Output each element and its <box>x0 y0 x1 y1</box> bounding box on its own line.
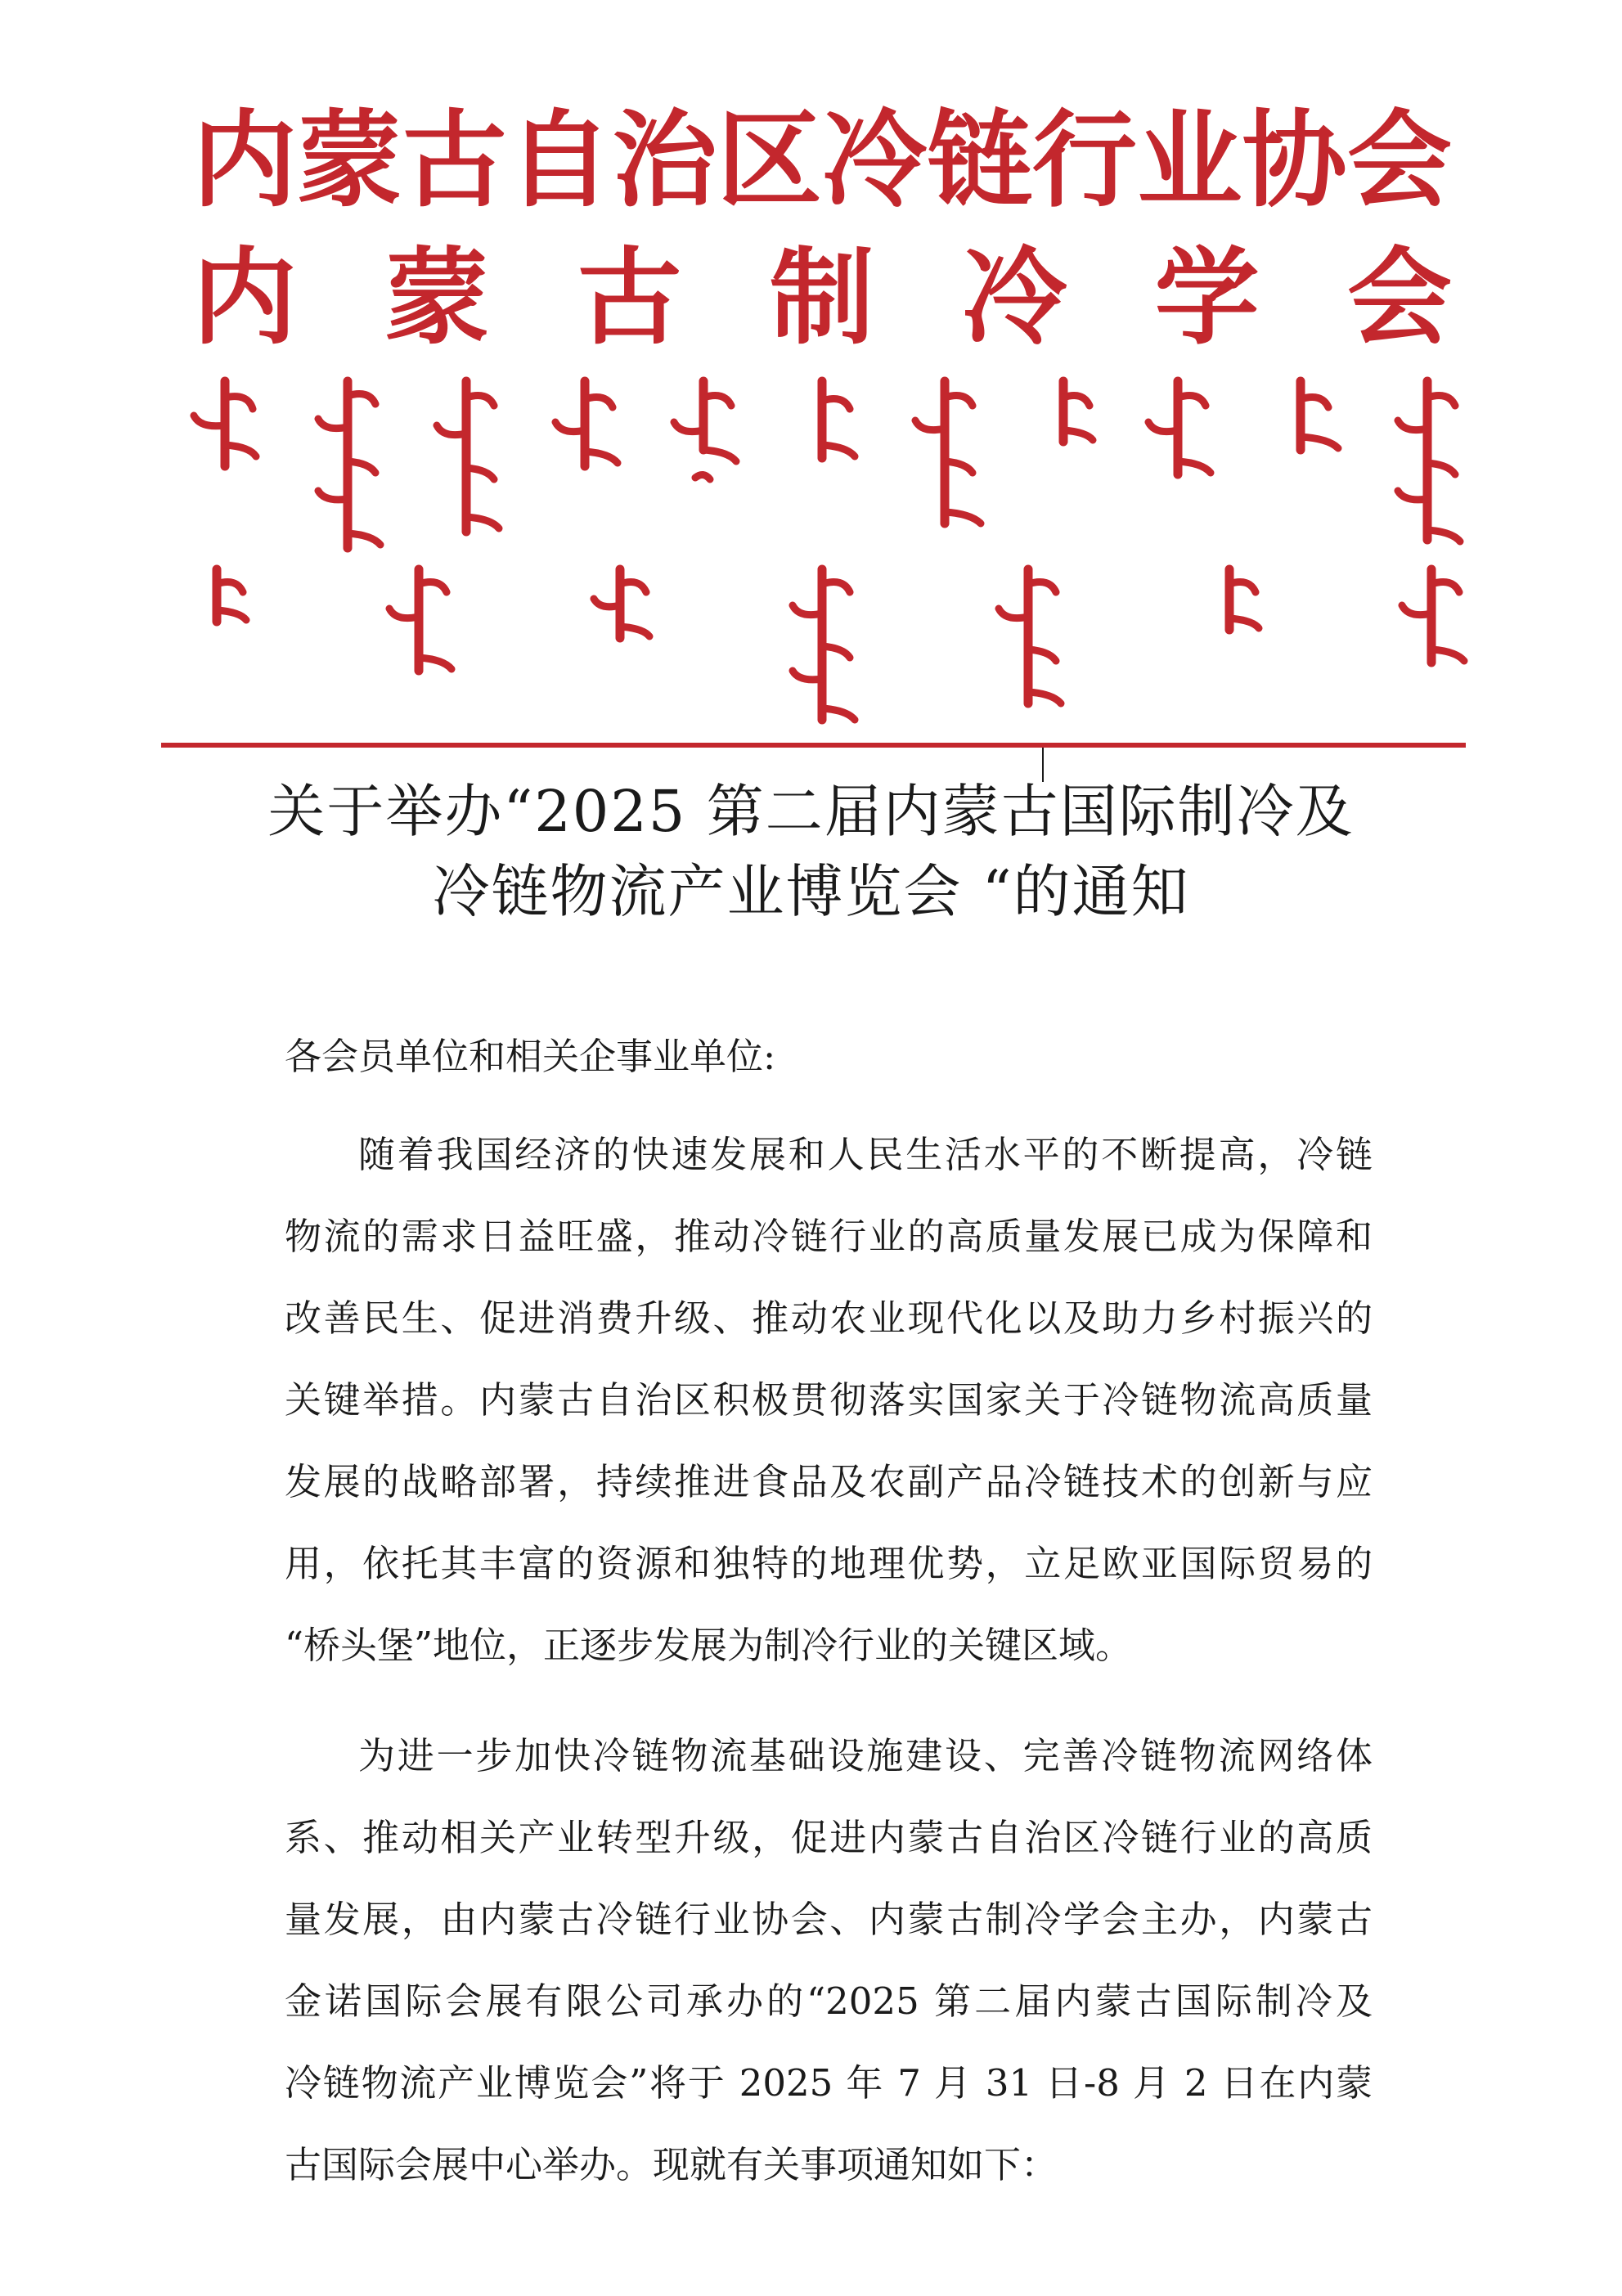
paragraph-line: 物流的需求日益旺盛，推动冷链行业的高质量发展已成为保障和 <box>285 1215 1373 1258</box>
mongolian-word <box>987 564 1069 712</box>
paragraph-line: 系、推动相关产业转型升级，促进内蒙古自治区冷链行业的高质 <box>285 1816 1373 1859</box>
mongolian-word <box>1137 376 1219 483</box>
masthead-char: 蒙 <box>384 237 490 359</box>
mongolian-word <box>1391 564 1472 671</box>
masthead-char: 蒙 <box>297 100 402 222</box>
masthead-char: 会 <box>1346 237 1452 359</box>
mongolian-word <box>583 564 657 646</box>
mongolian-masthead-row-1 <box>180 376 1472 556</box>
mongolian-word <box>1027 376 1100 450</box>
masthead-char: 链 <box>927 100 1032 222</box>
mongolian-word <box>663 376 744 491</box>
masthead-char: 区 <box>717 100 822 222</box>
masthead-char: 业 <box>1137 100 1242 222</box>
mongolian-word <box>1193 564 1266 638</box>
masthead-char: 协 <box>1242 100 1347 222</box>
masthead-char: 学 <box>1154 237 1260 359</box>
paragraph-line: 为进一步加快冷链物流基础设施建设、完善冷链物流网络体 <box>358 1734 1373 1777</box>
paragraph-line: 关键举措。内蒙古自治区积极贯彻落实国家关于冷链物流高质量 <box>285 1378 1373 1422</box>
salutation: 各会员单位和相关企事业单位: <box>285 1035 776 1078</box>
masthead-char: 古 <box>402 100 507 222</box>
masthead-title-1 <box>192 100 1452 222</box>
mongolian-word <box>781 376 863 466</box>
mongolian-word <box>544 376 626 474</box>
masthead-char: 内 <box>192 100 298 222</box>
masthead-char: 自 <box>507 100 613 222</box>
mongolian-word <box>180 564 254 630</box>
masthead-char: 行 <box>1031 100 1137 222</box>
paragraph-line: “桥头堡”地位，正逐步发展为制冷行业的关键区域。 <box>285 1624 1133 1667</box>
paragraph-line: 金诺国际会展有限公司承办的“2025 第二届内蒙古国际制冷及 <box>285 1979 1373 2023</box>
paragraph-line: 用，依托其丰富的资源和独特的地理优势，立足欧亚国际贸易的 <box>285 1542 1373 1585</box>
masthead-char: 冷 <box>962 237 1067 359</box>
paragraph-line: 改善民生、促进消费升级、推动农业现代化以及助力乡村振兴的 <box>285 1296 1373 1340</box>
mongolian-word <box>900 376 990 532</box>
mongolian-masthead-row-2 <box>180 564 1472 728</box>
masthead-char: 治 <box>612 100 717 222</box>
mongolian-word <box>781 564 863 728</box>
notice-title-line-1: 关于举办“2025 第二届内蒙古国际制冷及 <box>267 778 1355 845</box>
paragraph-line: 随着我国经济的快速发展和人民生活水平的不断提高，冷链 <box>358 1133 1373 1176</box>
mongolian-word <box>307 376 389 556</box>
masthead-char: 古 <box>577 237 682 359</box>
mongolian-word <box>180 376 270 474</box>
masthead-title-2 <box>192 237 1452 360</box>
paragraph-line: 量发展，由内蒙古冷链行业协会、内蒙古制冷学会主办，内蒙古 <box>285 1898 1373 1941</box>
masthead-char: 制 <box>769 237 874 359</box>
notice-title-line-2: 冷链物流产业博览会 “的通知 <box>432 858 1190 925</box>
header-divider <box>161 743 1466 748</box>
paragraph-line: 古国际会展中心举办。现就有关事项通知如下： <box>285 2143 1058 2186</box>
paragraph-line: 发展的战略部署，持续推进食品及农副产品冷链技术的创新与应 <box>285 1460 1373 1503</box>
mongolian-word <box>378 564 460 679</box>
masthead-char: 内 <box>192 237 298 359</box>
masthead-char: 会 <box>1346 100 1452 222</box>
mongolian-word <box>1382 376 1472 548</box>
paragraph-line: 冷链物流产业博览会”将于 2025 年 7 月 31 日-8 月 2 日在内蒙 <box>285 2061 1373 2105</box>
mongolian-word <box>425 376 507 540</box>
mongolian-word <box>1256 376 1346 458</box>
masthead-char: 冷 <box>822 100 928 222</box>
